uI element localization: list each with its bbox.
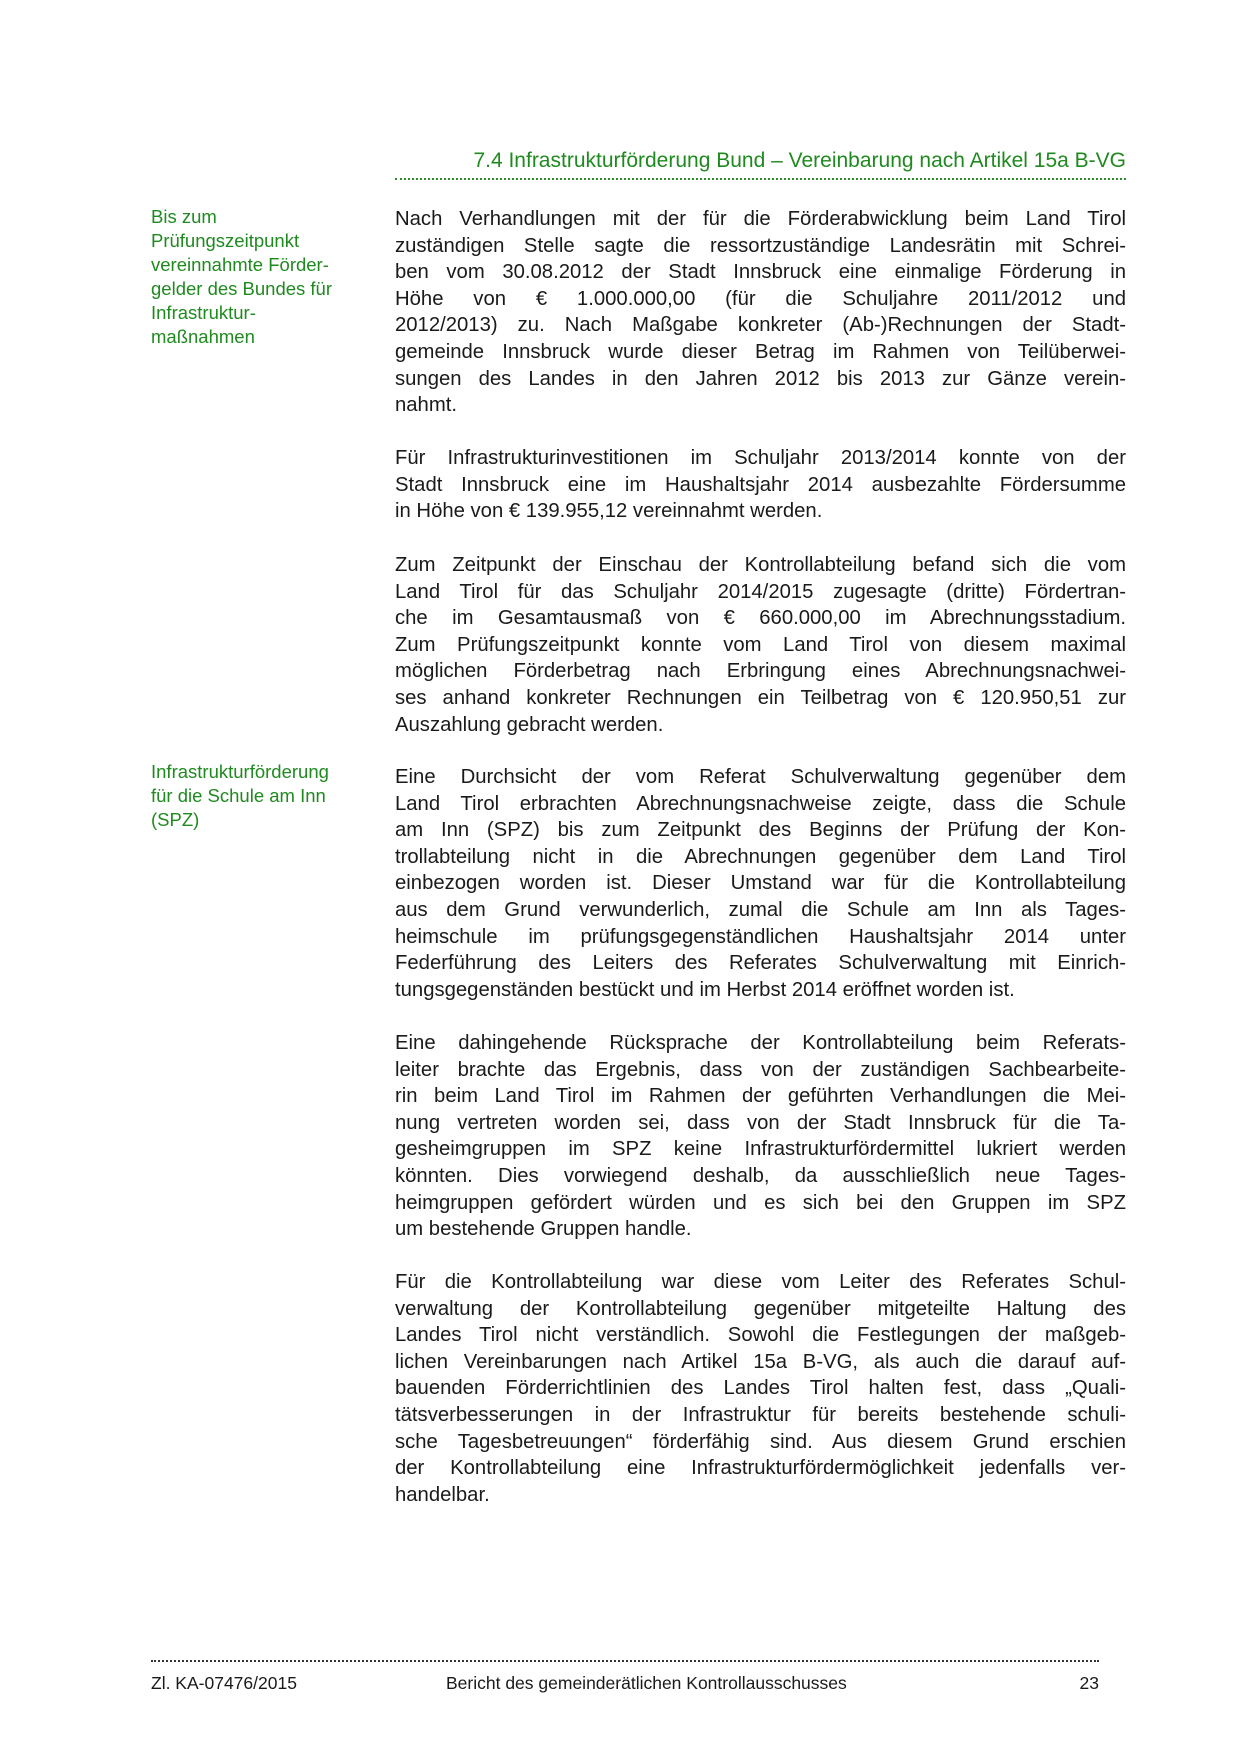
paragraph-line: gesheimgruppen im SPZ keine Infrastrukturfördermittel lukriert werden — [395, 1138, 1126, 1161]
footer-divider — [151, 1660, 1099, 1662]
paragraph-line: handelbar. — [395, 1483, 490, 1506]
paragraph-line: einbezogen worden ist. Dieser Umstand war für die Kontrollabteilung — [395, 872, 1126, 895]
paragraph-line: Nach Verhandlungen mit der für die Förderabwicklung beim Land Tirol — [395, 208, 1126, 230]
paragraph-line: zuständigen Stelle sagte die ressortzuständige Landesrätin mit Schrei- — [395, 234, 1126, 257]
paragraph-line: sche Tagesbetreuungen“ förderfähig sind. Aus diesem Grund erschien — [395, 1430, 1126, 1453]
paragraph-line: Land Tirol für das Schuljahr 2014/2015 zugesagte (dritte) Fördertran- — [395, 580, 1126, 603]
paragraph-line: rin beim Land Tirol im Rahmen der geführten Verhandlungen die Mei- — [395, 1085, 1126, 1108]
paragraph-line: um bestehende Gruppen handle. — [395, 1218, 692, 1241]
paragraph-line: am Inn (SPZ) bis zum Zeitpunkt des Beginns der Prüfung der Kon- — [395, 819, 1126, 842]
paragraph-line: Eine Durchsicht der vom Referat Schulverwaltung gegenüber dem — [395, 766, 1126, 788]
paragraph-line: Land Tirol erbrachten Abrechnungsnachweise zeigte, dass die Schule — [395, 792, 1126, 815]
margin-note-funds-received — [151, 205, 361, 349]
body-paragraph — [395, 206, 1126, 419]
margin-note-line: Prüfungszeitpunkt — [151, 230, 300, 251]
body-paragraph — [395, 764, 1126, 1003]
paragraph-line: Stadt Innsbruck eine im Haushaltsjahr 2014 ausbezahlte Fördersumme — [395, 473, 1126, 496]
paragraph-line: heimgruppen gefördert würden und es sich bei den Gruppen im SPZ — [395, 1191, 1126, 1214]
paragraph-line: Federführung des Leiters des Referates Schulverwaltung mit Einrich- — [395, 952, 1126, 975]
margin-note-line: Infrastruktur- — [151, 302, 256, 323]
paragraph-line: nung vertreten worden sei, dass von der Stadt Innsbruck für die Ta- — [395, 1111, 1126, 1134]
paragraph-line: Eine dahingehende Rücksprache der Kontrollabteilung beim Referats- — [395, 1032, 1126, 1054]
margin-note-spz-funding — [151, 760, 361, 832]
margin-note-line: gelder des Bundes für — [151, 278, 333, 299]
paragraph-line: ses anhand konkreter Rechnungen ein Teilbetrag von € 120.950,51 zur — [395, 686, 1126, 709]
body-paragraph — [395, 1269, 1126, 1508]
margin-note-line: Bis zum — [151, 206, 217, 227]
paragraph-line: Auszahlung gebracht werden. — [395, 713, 664, 736]
margin-note-line: maßnahmen — [151, 326, 255, 347]
paragraph-line: nahmt. — [395, 394, 458, 417]
paragraph-line: möglichen Förderbetrag nach Erbringung eines Abrechnungsnachwei- — [395, 660, 1126, 683]
paragraph-line: ben vom 30.08.2012 der Stadt Innsbruck eine einmalige Förderung in — [395, 261, 1126, 284]
paragraph-line: in Höhe von € 139.955,12 vereinnahmt werden. — [395, 500, 823, 523]
margin-note-line: für die Schule am Inn — [151, 785, 326, 806]
paragraph-line: aus dem Grund verwunderlich, zumal die Schule am Inn als Tages- — [395, 898, 1126, 921]
paragraph-line: tätsverbesserungen in der Infrastruktur für bereits bestehende schuli- — [395, 1403, 1126, 1426]
body-paragraph — [395, 552, 1126, 738]
paragraph-line: Für Infrastrukturinvestitionen im Schuljahr 2013/2014 konnte von der — [395, 447, 1126, 469]
footer-reference: Zl. KA-07476/2015 — [151, 1673, 297, 1693]
paragraph-line: gemeinde Innsbruck wurde dieser Betrag im Rahmen von Teilüberwei- — [395, 340, 1126, 363]
paragraph-line: leiter brachte das Ergebnis, dass von der zuständigen Sachbearbeite- — [395, 1058, 1126, 1081]
footer-title: Bericht des gemeinderätlichen Kontrollausschusses — [446, 1673, 847, 1693]
section-heading: 7.4 Infrastrukturförderung Bund – Vereinbarung nach Artikel 15a B-VG — [395, 148, 1126, 180]
paragraph-line: 2012/2013) zu. Nach Maßgabe konkreter (Ab-)Rechnungen der Stadt- — [395, 314, 1126, 337]
paragraph-line: Landes Tirol nicht verständlich. Sowohl die Festlegungen der maßgeb- — [395, 1324, 1126, 1347]
page-number: 23 — [1079, 1673, 1099, 1693]
body-paragraph — [395, 445, 1126, 525]
paragraph-line: Zum Prüfungszeitpunkt konnte vom Land Tirol von diesem maximal — [395, 633, 1126, 656]
paragraph-line: sungen des Landes in den Jahren 2012 bis 2013 zur Gänze verein- — [395, 367, 1126, 390]
paragraph-line: Zum Zeitpunkt der Einschau der Kontrollabteilung befand sich die vom — [395, 554, 1126, 576]
paragraph-line: verwaltung der Kontrollabteilung gegenüber mitgeteilte Haltung des — [395, 1297, 1126, 1320]
paragraph-line: che im Gesamtausmaß von € 660.000,00 im Abrechnungsstadium. — [395, 607, 1126, 630]
paragraph-line: lichen Vereinbarungen nach Artikel 15a B-VG, als auch die darauf auf- — [395, 1350, 1126, 1373]
margin-note-line: (SPZ) — [151, 809, 200, 830]
margin-note-line: Infrastrukturförderung — [151, 761, 329, 782]
paragraph-line: trollabteilung nicht in die Abrechnungen gegenüber dem Land Tirol — [395, 845, 1126, 868]
margin-note-line: vereinnahmte Förder- — [151, 254, 329, 275]
paragraph-line: Höhe von € 1.000.000,00 (für die Schuljahre 2011/2012 und — [395, 287, 1126, 310]
paragraph-line: bauenden Förderrichtlinien des Landes Tirol halten fest, dass „Quali- — [395, 1377, 1126, 1400]
paragraph-line: könnten. Dies vorwiegend deshalb, da ausschließlich neue Tages- — [395, 1164, 1126, 1187]
paragraph-line: tungsgegenständen bestückt und im Herbst 2014 eröffnet worden ist. — [395, 978, 1015, 1001]
body-paragraph — [395, 1030, 1126, 1243]
paragraph-line: Für die Kontrollabteilung war diese vom Leiter des Referates Schul- — [395, 1271, 1126, 1293]
paragraph-line: der Kontrollabteilung eine Infrastrukturfördermöglichkeit jedenfalls ver- — [395, 1457, 1126, 1480]
paragraph-line: heimschule im prüfungsgegenständlichen Haushaltsjahr 2014 unter — [395, 925, 1126, 948]
